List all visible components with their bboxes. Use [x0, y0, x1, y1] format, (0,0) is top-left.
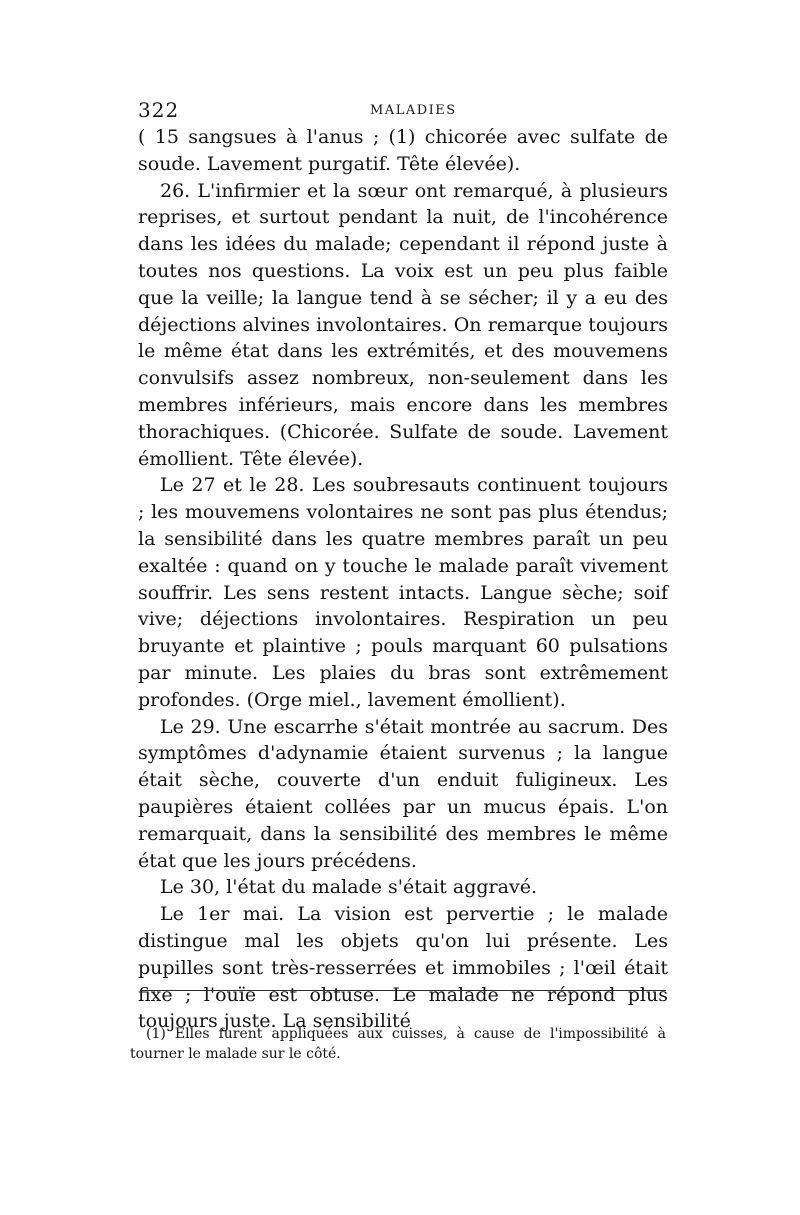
footnote-divider: [140, 990, 666, 991]
page-number: 322: [138, 98, 180, 122]
paragraph-may-1: Le 1er mai. La vision est pervertie ; le malade distingue mal les objets qu'on lui présente. Les pupilles sont très-resserrées et immobiles ; l'œil était fixe ; l'ouïe est obtuse. Le malade ne répond plus toujours juste. La sensibilité: [138, 903, 668, 1033]
footnote: (1) Elles furent appliquées aux cuisses, à cause de l'impossibilité à tourner le malade sur le côté.: [130, 1026, 666, 1062]
paragraph-day-26: 26. L'infirmier et la sœur ont remarqué, à plusieurs reprises, et surtout pendant la nuit, de l'incohérence dans les idées du malade; cependant il répond juste à toutes nos questions. La voix est un peu plus faible que la veille; la langue tend à se sécher; il y a eu des déjections alvines involontaires. On remarque toujours le même état dans les extrémités, et des mouvemens convulsifs assez nombreux, non-seulement dans les membres inférieurs, mais encore dans les membres thorachiques. (Chicorée. Sulfate de soude. Lavement émollient. Tête élevée).: [138, 179, 668, 470]
body-text: [138, 124, 668, 1035]
paragraph-day-27-28: Le 27 et le 28. Les soubresauts continuent toujours ; les mouvemens volontaires ne sont pas plus étendus; la sensibilité dans les quatre membres paraît un peu exaltée : quand on y touche le malade paraît vivement souffrir. Les sens restent intacts. Langue sèche; soif vive; déjections involontaires. Respiration un peu bruyante et plaintive ; pouls marquant 60 pulsations par minute. Les plaies du bras sont extrêmement profondes. (Orge miel., lavement émollient).: [138, 474, 668, 711]
running-head: MALADIES: [370, 103, 457, 118]
paragraph-day-29: Le 29. Une escarrhe s'était montrée au sacrum. Des symptômes d'adynamie étaient survenus ; la langue était sèche, couverte d'un enduit fuligineux. Les paupières étaient collées par un mucus épais. L'on remarquait, dans la sensibilité des membres le même état que les jours précédens.: [138, 715, 668, 872]
paragraph-continuation: ( 15 sangsues à l'anus ; (1) chicorée avec sulfate de soude. Lavement purgatif. Tête élevée).: [138, 126, 668, 175]
paragraph-day-30: Le 30, l'état du malade s'était aggravé.: [160, 876, 537, 899]
